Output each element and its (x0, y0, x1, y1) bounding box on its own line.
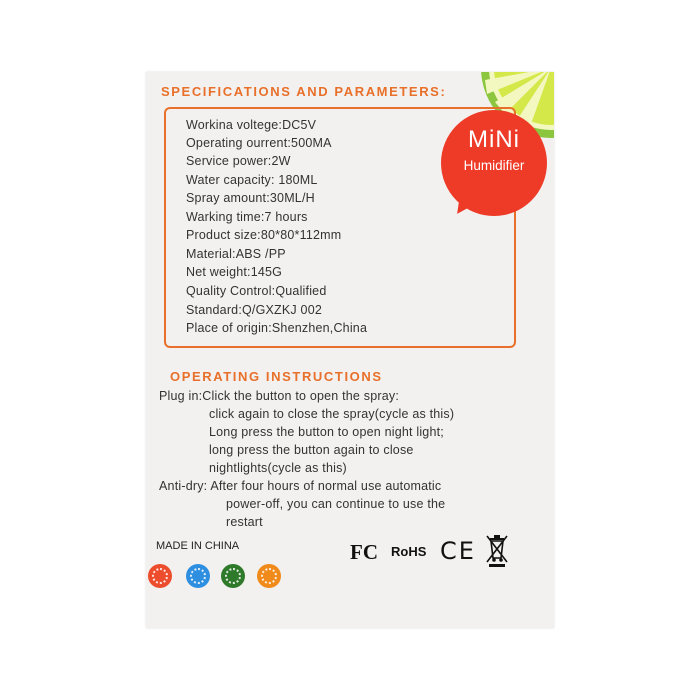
blue-slice-dot (186, 564, 210, 588)
instruction-line: Long press the button to open night light; (209, 425, 444, 439)
spec-item: Spray amount:30ML/H (186, 191, 315, 205)
instruction-line: restart (226, 515, 263, 529)
spec-item: Net weight:145G (186, 265, 283, 279)
mini-humidifier-badge (441, 110, 547, 216)
instruction-line: click again to close the spray(cycle as this) (209, 407, 455, 421)
instruction-line: long press the button again to close (209, 443, 414, 457)
specifications-title: SPECIFICATIONS AND PARAMETERS: (161, 84, 447, 99)
badge-line-1: MiNi (468, 126, 520, 153)
spec-item: Operating ourrent:500MA (186, 136, 332, 150)
fcc-mark-icon: FC (350, 540, 378, 564)
spec-item: Product size:80*80*112mm (186, 228, 342, 242)
green-slice-dot (221, 564, 245, 588)
spec-item: Water capacity: 180ML (186, 173, 318, 187)
spec-item: Warking time:7 hours (186, 210, 308, 224)
instruction-line: Anti-dry: After four hours of normal use automatic (159, 479, 442, 493)
spec-item: Service power:2W (186, 154, 291, 168)
weee-bin-icon (484, 532, 510, 568)
yellow-slice-dot (257, 564, 281, 588)
rohs-mark-icon: RoHS (391, 544, 427, 559)
instruction-line: power-off, you can continue to use the (226, 497, 446, 511)
instructions-title: OPERATING INSTRUCTIONS (170, 369, 383, 384)
spec-item: Workina voltege:DC5V (186, 118, 317, 132)
spec-item: Material:ABS /PP (186, 247, 286, 261)
spec-item: Place of origin:Shenzhen,China (186, 321, 368, 335)
orange-slice-dot (148, 564, 172, 588)
badge-line-2: Humidifier (463, 158, 525, 173)
ce-mark-icon: CE (440, 537, 476, 565)
spec-item: Quality Control:Qualified (186, 284, 327, 298)
instruction-line: Plug in:Click the button to open the spray: (159, 389, 399, 403)
spec-item: Standard:Q/GXZKJ 002 (186, 303, 323, 317)
instruction-line: nightlights(cycle as this) (209, 461, 347, 475)
made-in-china-label: MADE IN CHINA (156, 540, 240, 552)
